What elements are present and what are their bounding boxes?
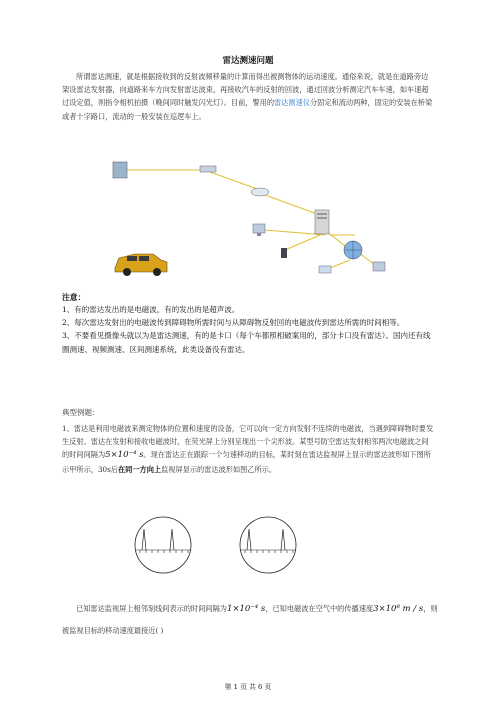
intro-link-radar[interactable]: 雷达测速仪 <box>274 98 310 108</box>
laptop-icon <box>319 266 331 273</box>
note-item: 1、有的雷达发出的是电磁波，有的发出的是超声波。 <box>62 305 240 314</box>
example-text-3: 监视屏显示的雷达波形如图乙所示。 <box>161 464 277 474</box>
server-icon <box>315 210 329 234</box>
phone-icon <box>281 248 287 258</box>
question-text-1: 已知雷达监视屏上相邻刻线间表示的时间间隔为 <box>76 604 227 613</box>
notes-heading: 注意： <box>62 293 86 302</box>
pc-icon <box>373 262 385 271</box>
example-text-1: 1、雷达是利用电磁波来测定物体的位置和速度的设备，它可以向一定方向发射不连续的电磁波，当遇到障碍物时要发生反射。雷达在发射和接收电磁波时，在荧光屏上分别呈现出一个尖形波。某型号防空雷达发射相邻两次电磁波之间的时间间隔为 <box>62 424 434 460</box>
notes-list <box>62 303 434 356</box>
network-hub-icon <box>251 188 269 196</box>
note-item: 2、每次雷达发射出的电磁波传到障碍物所需时间与从障碍物反射回的电磁波传到雷达所需的时间相等。 <box>62 318 405 328</box>
question-math-interval: 1×10⁻⁴ s <box>226 604 266 614</box>
radar-device-icon <box>113 162 127 178</box>
example-math-interval: 5×10⁻⁴ s <box>105 450 144 461</box>
page-footer: 第 1 页 共 6 页 <box>224 683 272 691</box>
car-image <box>115 254 167 276</box>
radar-oscilloscope-figures <box>128 515 308 575</box>
example-paragraph <box>62 422 434 476</box>
switch-icon <box>200 166 216 172</box>
intro-paragraph <box>62 70 434 123</box>
network-globe-icon <box>344 241 362 259</box>
note-item: 3、不要看见摄像头就以为是雷达测速，有的是卡口（每个车都照相破案用的，部分卡口没有雷达）。国内还有线圈测速、视频测速、区间测速系统，此类设备没有雷达。 <box>62 331 431 354</box>
intro-text-1: 所谓雷达测速，就是根据接收到的反射波频移量的计算而得出被测物体的运动速度。通俗来说，就是在道路旁边架设雷达发射器，向道路来车方向发射雷达波束，再接收汽车的反射的回波，通过回波分析测定汽车车速，如车速超过设定值，则指令相机拍摄（晚间同时触发闪光灯）。目前，警用的 <box>62 72 429 108</box>
intro-text-2: 分固定和流动两种，固定的安装在桥梁或者十字路口，流动的一般安装在巡逻车上。 <box>62 98 433 121</box>
example-bold-text: 在同一方向上 <box>117 464 162 474</box>
question-math-speed: 3×10⁸ m / s <box>373 604 424 614</box>
oscilloscope-screen-right <box>240 517 296 573</box>
example-text-2: 。现在雷达正在跟踪一个匀速移动的目标，某时刻在雷达监视屏上显示的雷达波形如下图所示甲所示，30s后 <box>62 450 431 474</box>
question-paragraph <box>62 598 442 642</box>
example-heading: 典型例题： <box>62 408 100 417</box>
question-text-2: ，已知电磁波在空气中的传播速度 <box>265 604 374 613</box>
oscilloscope-screen-left <box>135 517 191 573</box>
question-text-3: ，则被监视目标的移动速度最接近( ) <box>62 604 438 635</box>
radar-network-diagram <box>105 150 405 290</box>
page-title: 雷达测速问题 <box>222 56 274 66</box>
computer-icon <box>253 224 265 236</box>
